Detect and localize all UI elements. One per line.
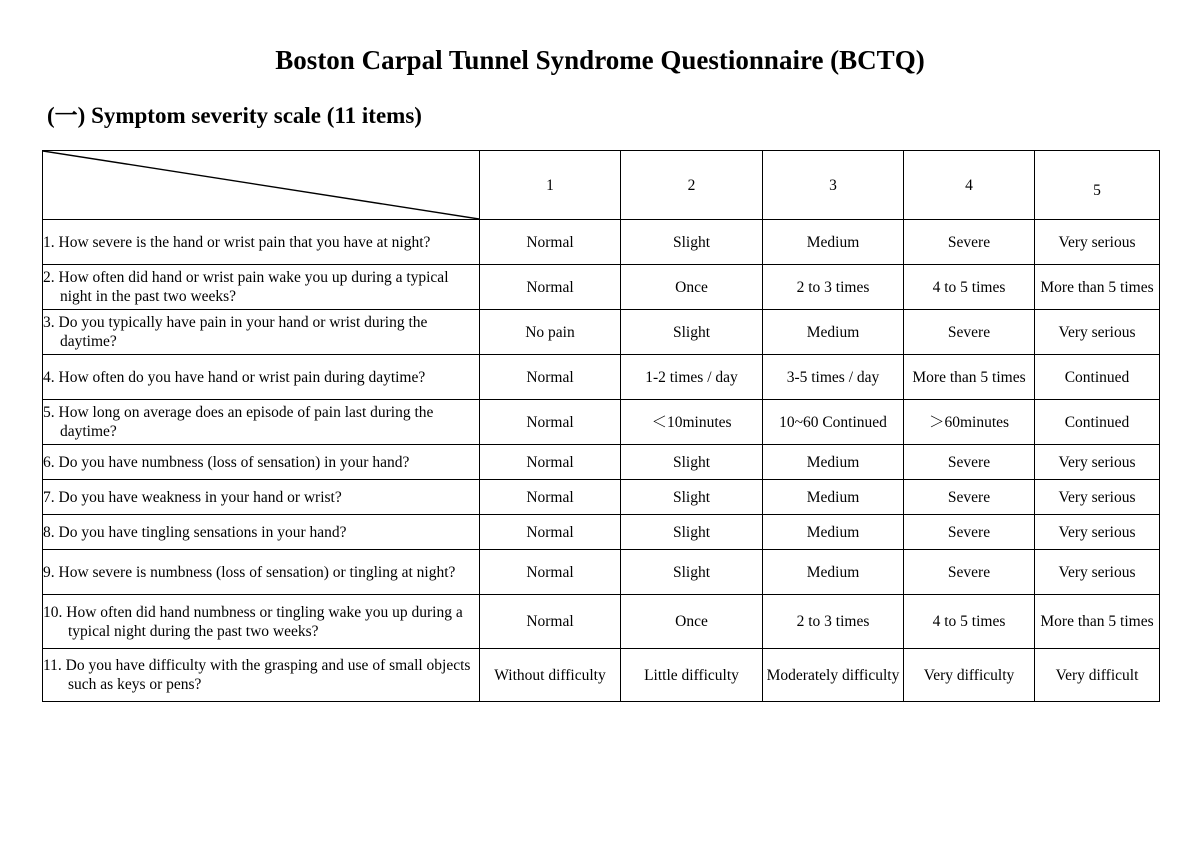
answer-option: Medium xyxy=(763,445,904,480)
answer-option: Little difficulty xyxy=(621,649,763,702)
answer-option: Very serious xyxy=(1035,550,1160,595)
answer-option: 3-5 times / day xyxy=(763,355,904,400)
answer-option: Normal xyxy=(480,595,621,649)
answer-option: Slight xyxy=(621,480,763,515)
question-text: 6. Do you have numbness (loss of sensation) in your hand? xyxy=(43,453,410,471)
table-row xyxy=(43,595,1160,649)
answer-option: Once xyxy=(621,265,763,310)
table-row xyxy=(43,355,1160,400)
question-cell xyxy=(43,355,480,400)
answer-option: 2 to 3 times xyxy=(763,595,904,649)
answer-option: Very serious xyxy=(1035,445,1160,480)
table-row xyxy=(43,480,1160,515)
answer-option: No pain xyxy=(480,310,621,355)
table-row xyxy=(43,265,1160,310)
answer-option: More than 5 times xyxy=(904,355,1035,400)
answer-option: Slight xyxy=(621,445,763,480)
answer-option: Continued xyxy=(1035,355,1160,400)
answer-option: Very serious xyxy=(1035,310,1160,355)
answer-option: Severe xyxy=(904,550,1035,595)
answer-option: Moderately difficulty xyxy=(763,649,904,702)
table-row xyxy=(43,400,1160,445)
diagonal-line xyxy=(43,151,479,219)
answer-option: Medium xyxy=(763,515,904,550)
table-row xyxy=(43,445,1160,480)
answer-option: Without difficulty xyxy=(480,649,621,702)
answer-option: Normal xyxy=(480,220,621,265)
table-row xyxy=(43,550,1160,595)
question-cell xyxy=(43,265,480,310)
answer-option: Very serious xyxy=(1035,220,1160,265)
question-cell xyxy=(43,400,480,445)
answer-option: Severe xyxy=(904,310,1035,355)
question-text: 11. Do you have difficulty with the grasping and use of small objects such as keys or pens? xyxy=(43,657,471,693)
question-text: 5. How long on average does an episode of pain last during the daytime? xyxy=(43,404,434,440)
answer-option: Normal xyxy=(480,445,621,480)
answer-option: Normal xyxy=(480,480,621,515)
answer-option: Normal xyxy=(480,550,621,595)
answer-option: 4 to 5 times xyxy=(904,595,1035,649)
question-text: 10. How often did hand numbness or tingling wake you up during a typical night during the past two weeks? xyxy=(43,603,463,640)
question-cell xyxy=(43,595,480,649)
answer-option: Normal xyxy=(480,265,621,310)
diagonal-corner-cell xyxy=(43,151,480,220)
question-text: 7. Do you have weakness in your hand or wrist? xyxy=(43,488,342,506)
answer-option: Normal xyxy=(480,400,621,445)
question-cell xyxy=(43,515,480,550)
table-header-row xyxy=(43,151,1160,220)
answer-option: Slight xyxy=(621,515,763,550)
question-text: 1. How severe is the hand or wrist pain that you have at night? xyxy=(43,233,431,251)
score-header-2: 2 xyxy=(621,151,763,220)
question-cell xyxy=(43,480,480,515)
question-text: 9. How severe is numbness (loss of sensation) or tingling at night? xyxy=(43,563,456,581)
answer-option: 1-2 times / day xyxy=(621,355,763,400)
answer-option: Severe xyxy=(904,445,1035,480)
answer-option: Medium xyxy=(763,310,904,355)
answer-option: More than 5 times xyxy=(1035,595,1160,649)
answer-option: Very serious xyxy=(1035,515,1160,550)
question-cell xyxy=(43,550,480,595)
answer-option: Medium xyxy=(763,220,904,265)
page-title: Boston Carpal Tunnel Syndrome Questionnaire (BCTQ) xyxy=(275,45,925,75)
answer-option: Slight xyxy=(621,310,763,355)
answer-option: Very difficult xyxy=(1035,649,1160,702)
answer-option: Severe xyxy=(904,220,1035,265)
answer-option: Slight xyxy=(621,550,763,595)
table-row xyxy=(43,220,1160,265)
answer-option: Severe xyxy=(904,515,1035,550)
answer-option: 2 to 3 times xyxy=(763,265,904,310)
table-row xyxy=(43,515,1160,550)
question-cell xyxy=(43,649,480,702)
score-header-3: 3 xyxy=(763,151,904,220)
question-cell xyxy=(43,310,480,355)
answer-option: Continued xyxy=(1035,400,1160,445)
symptom-severity-table xyxy=(42,150,1160,702)
question-text: 2. How often did hand or wrist pain wake you up during a typical night in the past two weeks? xyxy=(43,269,449,305)
answer-option: Normal xyxy=(480,355,621,400)
answer-option: Very difficulty xyxy=(904,649,1035,702)
score-header-4: 4 xyxy=(904,151,1035,220)
answer-option: Normal xyxy=(480,515,621,550)
answer-option: Medium xyxy=(763,480,904,515)
question-cell xyxy=(43,445,480,480)
table-row xyxy=(43,649,1160,702)
table-row xyxy=(43,310,1160,355)
score-header-1: 1 xyxy=(480,151,621,220)
answer-option: 4 to 5 times xyxy=(904,265,1035,310)
answer-option: ＞60minutes xyxy=(904,400,1035,445)
answer-option: Once xyxy=(621,595,763,649)
question-text: 4. How often do you have hand or wrist pain during daytime? xyxy=(43,368,426,386)
answer-option: ＜10minutes xyxy=(621,400,763,445)
answer-option: Slight xyxy=(621,220,763,265)
answer-option: More than 5 times xyxy=(1035,265,1160,310)
section-heading: (一) Symptom severity scale (11 items) xyxy=(47,103,422,128)
answer-option: Medium xyxy=(763,550,904,595)
question-text: 3. Do you typically have pain in your hand or wrist during the daytime? xyxy=(43,314,428,350)
answer-option: Very serious xyxy=(1035,480,1160,515)
question-cell xyxy=(43,220,480,265)
answer-option: Severe xyxy=(904,480,1035,515)
answer-option: 10~60 Continued xyxy=(763,400,904,445)
score-header-5: 5 xyxy=(1035,151,1160,220)
question-text: 8. Do you have tingling sensations in your hand? xyxy=(43,523,347,541)
